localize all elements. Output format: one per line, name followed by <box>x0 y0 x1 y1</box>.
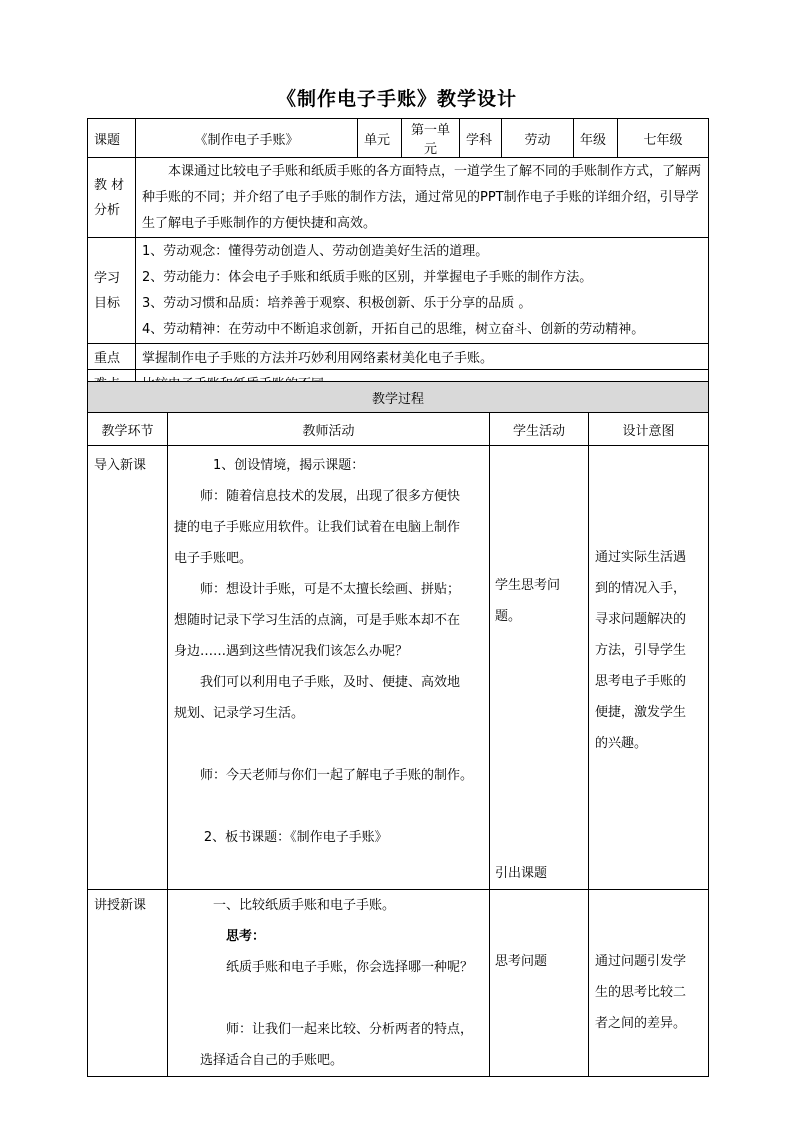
document-title: 《制作电子手账》教学设计 <box>276 88 517 110</box>
info-table <box>87 118 709 396</box>
process-header: 教学过程 <box>88 382 709 413</box>
subject-value: 劳动 <box>502 119 574 158</box>
topic-value: 《制作电子手账》 <box>136 119 358 158</box>
unit-value: 第一单元 <box>402 119 460 158</box>
key-label: 重点 <box>88 344 136 370</box>
analysis-label: 教 材 分析 <box>88 158 136 238</box>
intent-cell: 通过实际生活遇 到的情况入手， 寻求问题解决的 方法，引导学生 思考电子手账的 便捷，激发学生 的兴趣。 <box>589 446 709 890</box>
grade-value: 七年级 <box>618 119 709 158</box>
topic-label: 课题 <box>88 119 136 158</box>
col-intent: 设计意图 <box>589 413 709 446</box>
analysis-text: 本课通过比较电子手账和纸质手账的各方面特点，一道学生了解不同的手账制作方式，了解两种手账的不同；并介绍了电子手账的制作方法，通过常见的PPT制作电子手账的详细介绍，引导学生了解电子手账制作的方便快捷和高效。 <box>136 158 709 238</box>
goals-label: 学习 目标 <box>88 238 136 344</box>
goal-item: 2、劳动能力：体会电子手账和纸质手账的区别，并掌握电子手账的制作方法。 <box>142 269 593 285</box>
subject-label: 学科 <box>460 119 502 158</box>
goal-item: 1、劳动观念：懂得劳动创造人、劳动创造美好生活的道理。 <box>142 243 489 259</box>
goals-list <box>136 238 709 344</box>
process-table <box>87 381 709 1077</box>
info-row-goals <box>88 238 709 344</box>
teacher-activity-cell: 1、创设情境，揭示课题： 师：随着信息技术的发展，出现了很多方便快 捷的电子手账应用软件。让我们试着在电脑上制作 电子手账吧。 师：想设计手账，可是不太擅长绘画、拼贴； 想随时记录下学习生活的点滴，可是手账本却不在 身边……遇到这些情况我们该怎么办呢？ 我们可以利用电子手账，及时、便捷、高效地 规划、记录学习生活。 师：今天老师与你们一起了解电子手账的制作。 2、板书课题：《制作电子手账》 <box>168 446 490 890</box>
table-row <box>88 446 709 890</box>
grade-label: 年级 <box>574 119 618 158</box>
stage-cell: 导入新课 <box>88 446 168 890</box>
col-student: 学生活动 <box>490 413 589 446</box>
goal-item: 4、劳动精神：在劳动中不断追求创新，开拓自己的思维，树立奋斗、创新的劳动精神。 <box>142 321 645 337</box>
teacher-activity-cell: 一、比较纸质手账和电子手账。 思考： 纸质手账和电子手账，你会选择哪一种呢？ 师：让我们一起来比较、分析两者的特点， 选择适合自己的手账吧。 <box>168 890 490 1077</box>
info-row-analysis <box>88 158 709 238</box>
stage-cell: 讲授新课 <box>88 890 168 1077</box>
info-row-topic <box>88 119 709 158</box>
table-row <box>88 890 709 1077</box>
column-header-row <box>88 413 709 446</box>
intent-cell: 通过问题引发学 生的思考比较二 者之间的差异。 <box>589 890 709 1077</box>
key-text: 掌握制作电子手账的方法并巧妙利用网络素材美化电子手账。 <box>136 344 709 370</box>
info-row-key <box>88 344 709 370</box>
col-teacher: 教师活动 <box>168 413 490 446</box>
goal-item: 3、劳动习惯和品质：培养善于观察、积极创新、乐于分享的品质 。 <box>142 295 532 311</box>
student-activity-cell: 思考问题 <box>490 890 589 1077</box>
unit-label: 单元 <box>358 119 402 158</box>
student-activity-cell: 学生思考问题。 引出课题 <box>490 446 589 890</box>
process-header-row <box>88 382 709 413</box>
col-stage: 教学环节 <box>88 413 168 446</box>
